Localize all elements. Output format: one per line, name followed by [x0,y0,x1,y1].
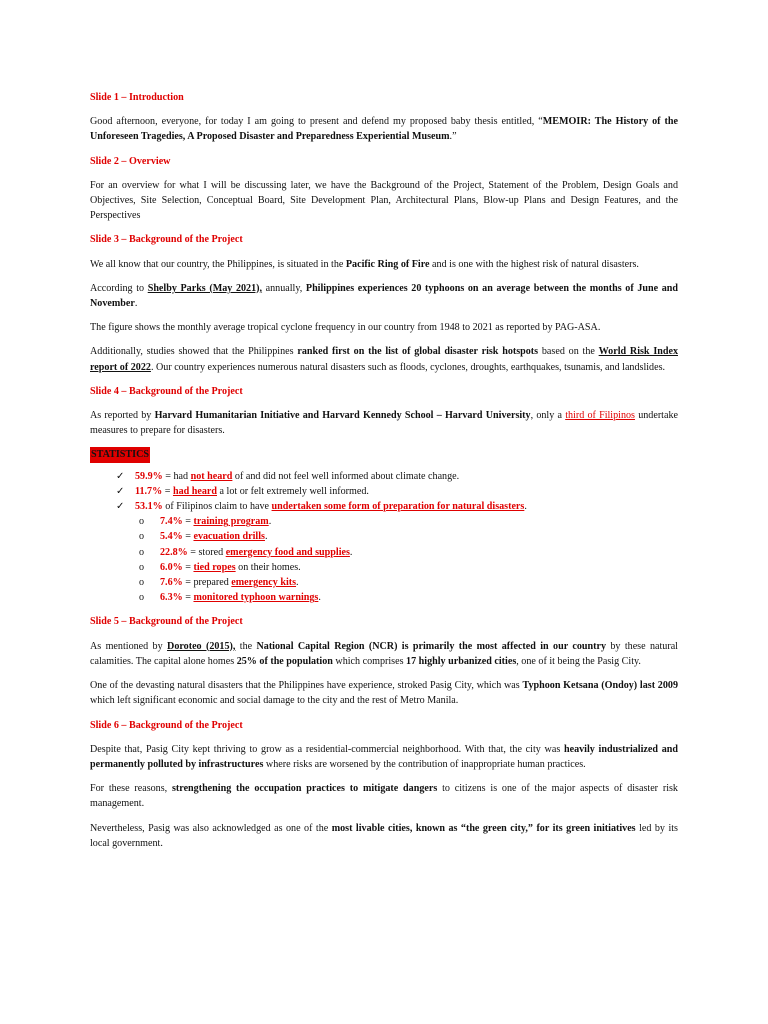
document-page [90,90,678,860]
text-run: . [318,592,321,604]
text-run: Good afternoon, everyone, for today I am going to present and defend my proposed baby thesis entitled, “ [90,116,543,128]
thesis-title: MEMOIR: The History of the Unforeseen Tragedies, A Proposed Disaster and Preparedness Experiential Museum [90,116,678,143]
text-run: a lot or felt extremely well informed. [217,485,369,497]
text-run: . Our country experiences numerous natural disasters such as floods, cyclones, droughts, earthquakes, tsunamis, and landslides. [150,361,666,373]
text-run: We all know that our country, the Philippines, is situated in the [90,258,346,270]
sub-list-item [139,529,678,544]
bold-run: 25% of the population [236,655,333,667]
check-icon: ✓ [116,470,125,482]
text-run: led by its local government. [90,822,678,849]
text-run: undertake measures to prepare for disasters. [90,410,678,437]
text-run: based on the [538,346,599,358]
text-run: . [524,501,527,513]
stat-value: 53.1% [135,501,163,513]
sub-list-item [139,575,678,590]
text-run: . [349,546,353,558]
circle-bullet-icon: o [139,592,145,604]
circle-bullet-icon: o [139,561,145,573]
slide-3-paragraph-3: The figure shows the monthly average tropical cyclone frequency in our country from 1948 to 2021 as reported by PAG-ASA. [90,322,601,334]
slide-2-heading: Slide 2 – Overview [90,155,171,167]
sub-list-item [139,514,678,529]
text-run: . [134,298,138,310]
bold-run: Typhoon Ketsana (Ondoy) last 2009 [522,680,678,692]
text-run: . [296,577,299,589]
slide-3-paragraph-4 [90,344,678,374]
text-run: = [182,561,194,573]
slide-3-paragraph-1 [90,257,678,272]
text-run: annually, [262,282,306,294]
stat-highlight: not heard [190,470,233,482]
citation: Doroteo (2015), [167,640,236,652]
text-run: = [182,531,194,543]
text-run: to citizens is one of the major aspects of disaster risk management. [90,783,678,810]
list-item [116,484,678,499]
circle-bullet-icon: o [139,531,145,543]
bold-run: Harvard Humanitarian Initiative and Harvard Kennedy School – Harvard University [154,410,531,422]
slide-5-heading: Slide 5 – Background of the Project [90,616,243,628]
text-run: As reported by [90,410,155,422]
circle-bullet-icon: o [139,516,145,528]
slide-6-paragraph-3 [90,821,678,851]
text-run: One of the devasting natural disasters that the Philippines have experience, stroked Pasig City, which was [90,680,523,692]
text-run: , only a [530,410,566,422]
highlight-run: third of Filipinos [565,410,635,422]
text-run: Additionally, studies showed that the Philippines [90,346,298,358]
stat-value: 7.4% [160,516,183,528]
stat-highlight: had heard [172,485,217,497]
slide-3-paragraph-2 [90,281,678,311]
check-icon: ✓ [116,501,125,513]
stat-highlight: training program [193,516,269,528]
text-run: Nevertheless, Pasig was also acknowledged as one of the [90,822,332,834]
text-run: As mentioned by [90,640,168,652]
stat-value: 7.6% [160,577,183,589]
stat-value: 6.3% [160,592,183,604]
bold-run: Pacific Ring of Fire [345,258,430,270]
stat-value: 6.0% [160,561,183,573]
slide-3-heading: Slide 3 – Background of the Project [90,234,243,246]
statistics-list [90,469,678,606]
citation: World Risk Index report of 2022 [90,346,678,373]
citation: Shelby Parks (May 2021), [147,282,263,294]
stat-highlight: emergency food and supplies [225,546,350,558]
text-run: = stored [187,546,226,558]
text-run: According to [90,282,148,294]
sub-list-item [139,590,678,605]
circle-bullet-icon: o [139,546,145,558]
slide-1-paragraph [90,114,678,144]
stat-highlight: evacuation drills [193,531,265,543]
bold-run: Philippines experiences 20 typhoons on an average between the months of June and November [90,282,678,310]
text-run: = [182,592,194,604]
list-item [116,499,678,514]
check-icon: ✓ [116,485,125,497]
text-run: the [235,640,257,652]
bold-run: ranked first on the list of global disaster risk hotspots [297,346,539,358]
stat-highlight: undertaken some form of preparation for natural disasters [271,501,525,513]
bold-run: National Capital Region (NCR) is primarily the most affected in our country [256,640,607,652]
text-run: .” [449,131,457,143]
text-run: For these reasons, [90,783,172,795]
stat-value: 22.8% [160,546,188,558]
bold-run: most livable cities, known as “the green city,” for its green initiatives [331,822,636,834]
text-run: which comprises [332,655,407,667]
stat-value: 5.4% [160,531,183,543]
bold-run: strengthening the occupation practices to mitigate dangers [171,783,438,795]
slide-5-paragraph-2 [90,678,678,708]
text-run: of Filipinos claim to have [162,501,272,513]
text-run: = prepared [182,577,232,589]
circle-bullet-icon: o [139,577,145,589]
bold-run: 17 highly urbanized cities [406,655,517,667]
text-run: of and did not feel well informed about climate change. [232,470,460,482]
slide-1-heading: Slide 1 – Introduction [90,92,184,103]
text-run: which left significant economic and social damage to the city and the rest of Metro Manila. [90,695,459,707]
list-item [116,469,678,484]
text-run: = [182,516,194,528]
slide-2-paragraph: For an overview for what I will be discussing later, we have the Background of the Project, Statement of the Problem, Design Goals and Objectives, Site Selection, Conceptual Board, Site Development Plan, Architectural Plans, Blow-up Plans and Design Features, and the Perspectives [90,179,678,222]
slide-4-heading: Slide 4 – Background of the Project [90,385,243,397]
slide-5-paragraph-1 [90,639,678,669]
stat-highlight: monitored typhoon warnings [193,592,319,604]
slide-4-paragraph [90,408,678,438]
text-run: and is one with the highest risk of natural disasters. [429,258,639,270]
text-run: = had [162,470,191,482]
stat-value: 11.7% [135,485,163,497]
slide-6-paragraph-2 [90,781,678,811]
text-run: . [264,531,268,543]
slide-6-paragraph-1 [90,742,678,772]
stat-highlight: tied ropes [193,561,236,573]
bold-run: heavily industrialized and permanently polluted by infrastructures [90,743,678,770]
sub-list-item [139,545,678,560]
text-run: = [162,485,173,497]
stat-value: 59.9% [135,470,163,482]
sub-list-item [139,560,678,575]
stat-highlight: emergency kits [231,577,297,589]
slide-6-heading: Slide 6 – Background of the Project [90,719,243,731]
text-run: where risks are worsened by the contribution of inappropriate human practices. [263,758,586,770]
text-run: . [268,516,272,528]
statistics-label: STATISTICS [90,447,150,462]
text-run: on their homes. [235,561,301,573]
text-run: by these natural calamities. The capital alone homes [90,640,678,667]
text-run: Despite that, Pasig City kept thriving to grow as a residential-commercial neighborhood. With that, the city was [90,743,564,755]
text-run: , one of it being the Pasig City. [516,655,641,667]
